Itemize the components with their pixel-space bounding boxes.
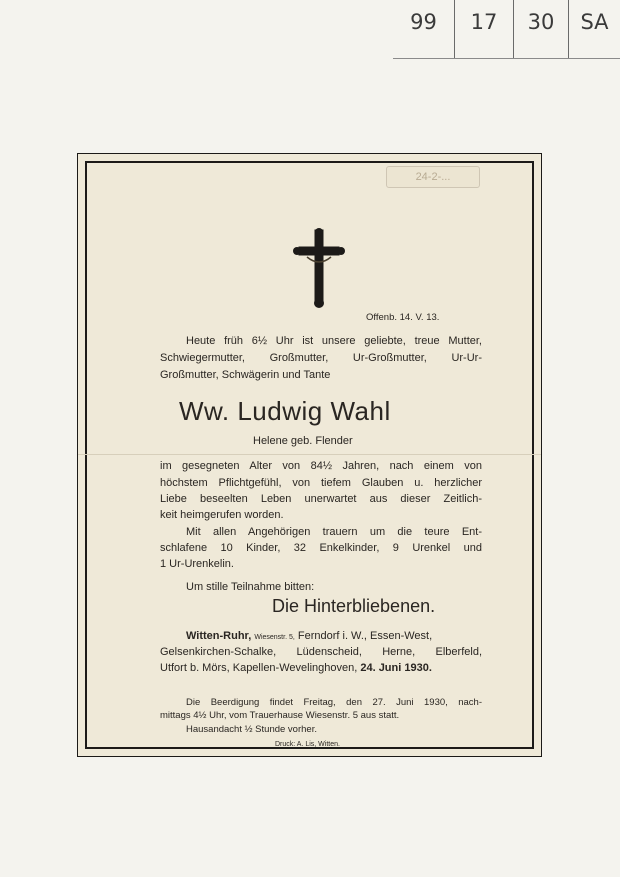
printer-line: Druck: A. Lis, Witten. bbox=[275, 741, 340, 748]
mourning-line: Mit allen Angehörigen trauern um die teure Ent- bbox=[186, 526, 482, 538]
body-line: im gesegneten Alter von 84½ Jahren, nach einem von bbox=[160, 460, 482, 472]
street: Wiesenstr. 5, bbox=[254, 634, 295, 641]
funeral-line: mittags 4½ Uhr, vom Trauerhause Wiesenstr. 5 aus statt. bbox=[160, 710, 400, 721]
request-line: Um stille Teilnahme bitten: bbox=[186, 581, 315, 593]
reference-number: 17 bbox=[455, 0, 514, 58]
body-line: höchstem Pflichtgefühl, von tiefem Glauben u. herzlicher bbox=[160, 477, 482, 489]
reference-number: SA bbox=[580, 10, 609, 34]
intro-line: Heute früh 6½ Uhr ist unsere geliebte, treue Mutter, bbox=[186, 335, 482, 347]
funeral-line: Die Beerdigung findet Freitag, den 27. Juni 1930, nach- bbox=[186, 697, 482, 708]
reference-number: 30 bbox=[514, 0, 569, 58]
signature: Die Hinterbliebenen. bbox=[272, 596, 436, 616]
intro-line: Schwiegermutter, Großmutter, Ur-Großmutter, Ur-Ur- bbox=[160, 352, 482, 364]
cross-icon bbox=[293, 227, 345, 309]
deceased-name: Ww. Ludwig Wahl bbox=[179, 396, 391, 426]
body-line: Liebe beseelten Leben unerwartet aus dieser Zeitlich- bbox=[160, 493, 482, 505]
mourning-line: 1 Ur-Urenkelin. bbox=[160, 558, 234, 570]
places-line bbox=[160, 662, 432, 674]
birth-name: Helene geb. Flender bbox=[253, 435, 353, 447]
place-date: Offenb. 14. V. 13. bbox=[366, 312, 440, 323]
mourning-line: schlafene 10 Kinder, 32 Enkelkinder, 9 Urenkel und bbox=[160, 542, 482, 554]
reference-number: 99 bbox=[393, 0, 455, 58]
funeral-line: Hausandacht ½ Stunde vorher. bbox=[186, 724, 317, 735]
places-rest: Ferndorf i. W., Essen-West, bbox=[297, 630, 433, 642]
city: Witten-Ruhr, bbox=[186, 630, 252, 642]
reference-number-box bbox=[393, 0, 620, 60]
fold-line bbox=[78, 454, 541, 455]
archive-stamp: 24-2-... bbox=[386, 166, 480, 188]
obituary-card bbox=[77, 153, 542, 757]
places-line bbox=[186, 630, 482, 642]
places-line: Gelsenkirchen-Schalke, Lüdenscheid, Herne, Elberfeld, bbox=[160, 646, 482, 658]
notice-date: 24. Juni 1930. bbox=[360, 662, 432, 674]
places-list: Utfort b. Mörs, Kapellen-Wevelinghoven, bbox=[160, 662, 358, 674]
body-line: keit heimgerufen worden. bbox=[160, 509, 284, 521]
reference-box-line bbox=[393, 58, 620, 59]
intro-line: Großmutter, Schwägerin und Tante bbox=[160, 369, 331, 381]
